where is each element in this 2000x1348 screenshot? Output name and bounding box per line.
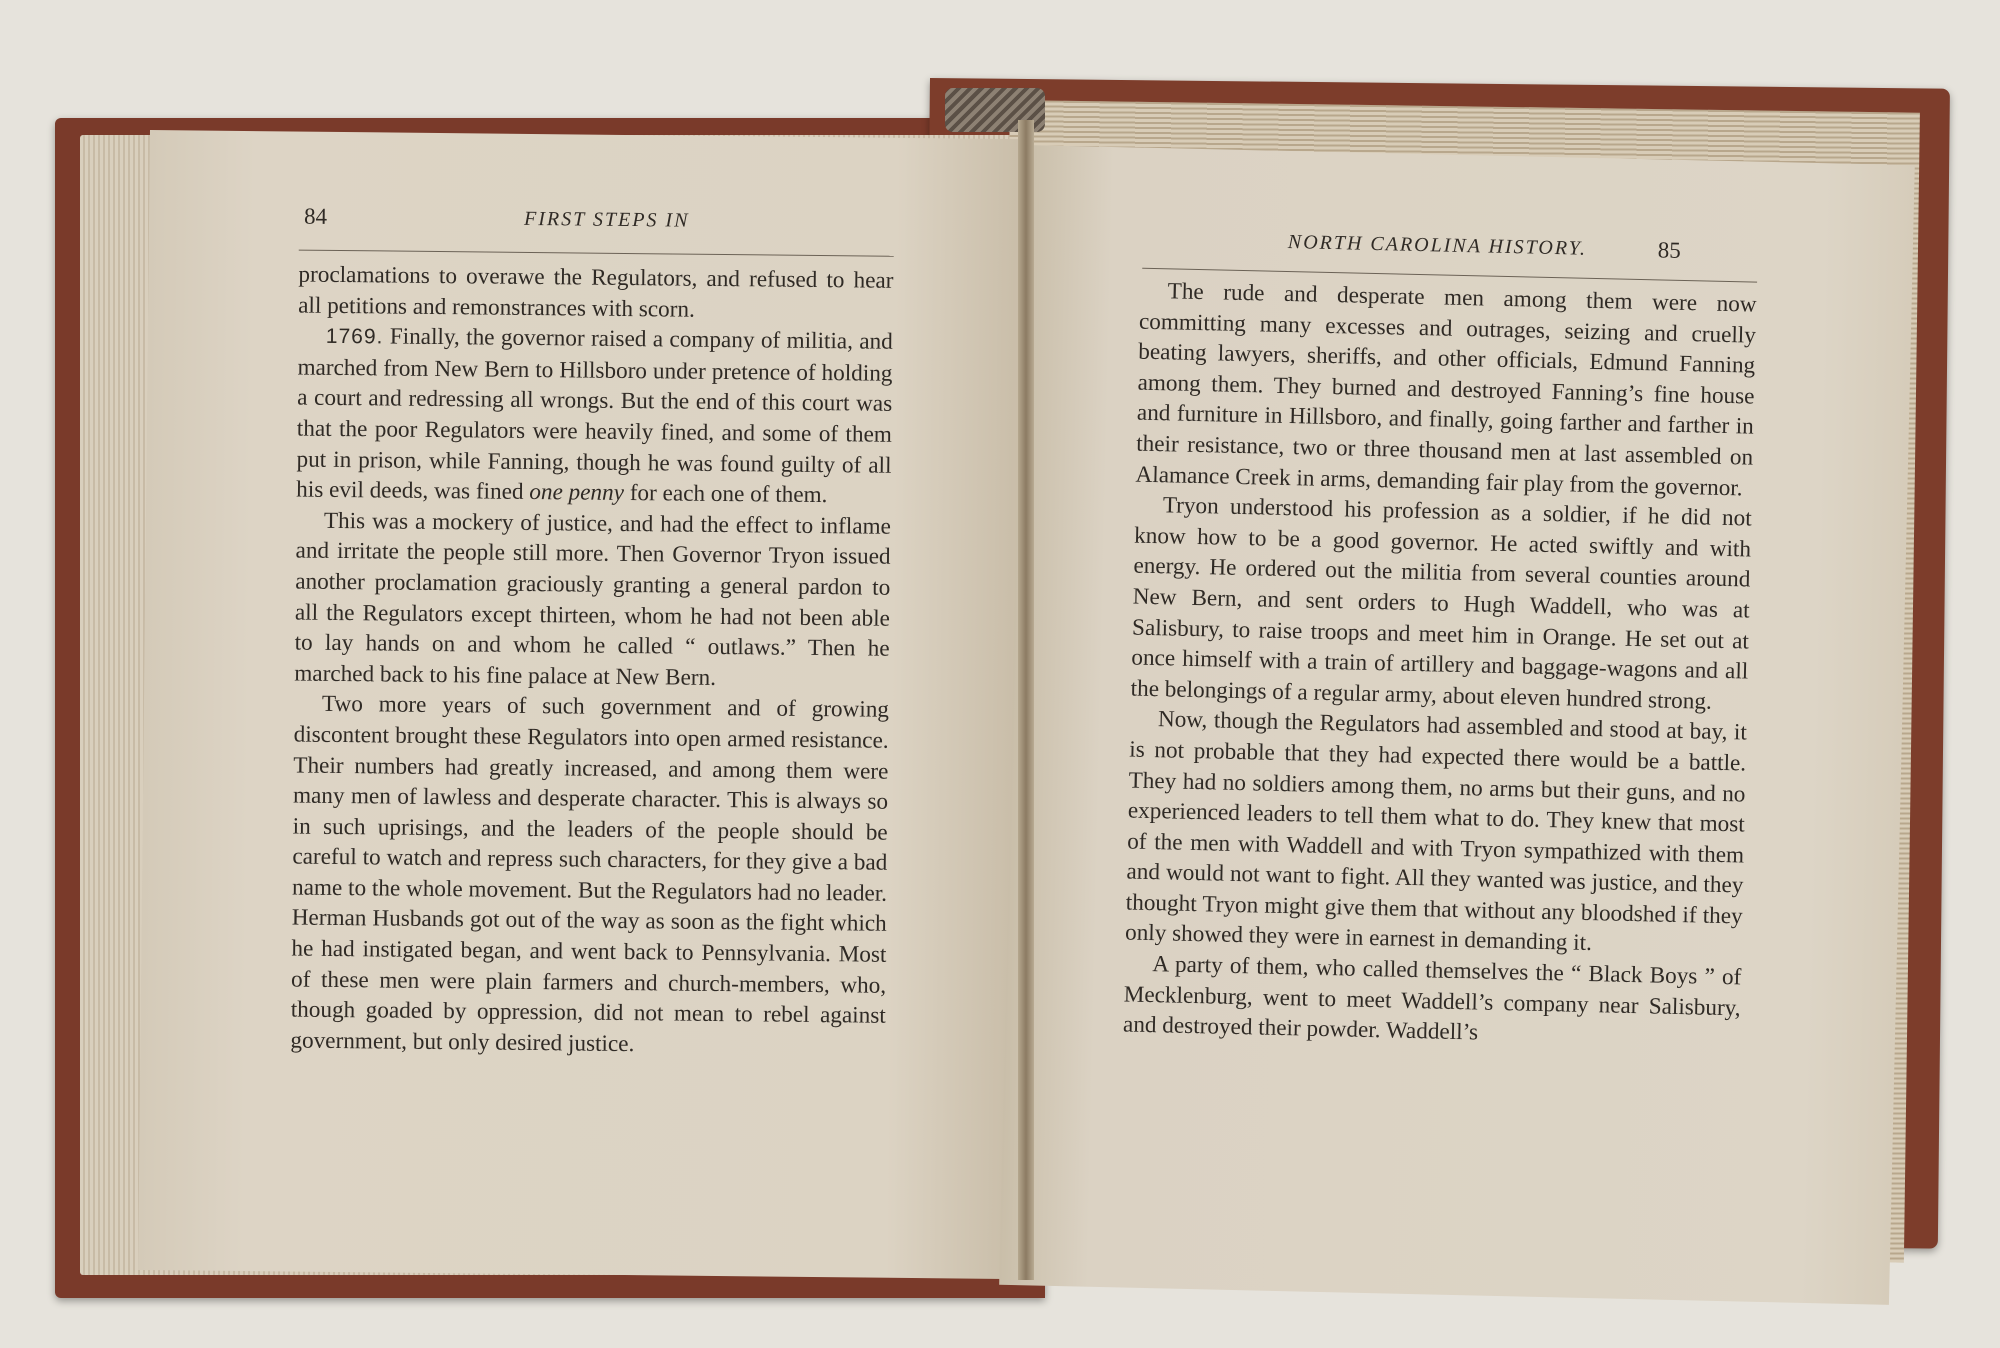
book-gutter: [1018, 120, 1034, 1280]
left-page-number: 84: [303, 203, 328, 229]
paragraph: Two more years of such government and of growing discontent brought these Regulators into open armed resistance. Their numbers had greatly increased, and among them were many men of lawless and desperate character. This is always so in such uprisings, and the leaders of the people should be careful to watch and repress such characters, for they give a bad name to the whole movement. But the Regulators had no leader. Herman Husbands got out of the way as soon as the fight which he had instigated began, and went back to Pennsylvania. Most of these men were plain farmers and church-members, who, though goaded by oppression, did not mean to rebel against government, but only desired justice.: [290, 691, 890, 1057]
left-page-text: [290, 260, 893, 1063]
left-page: [138, 130, 1030, 1279]
right-page: [999, 145, 1915, 1305]
right-running-title: NORTH CAROLINA HISTORY.: [1287, 230, 1588, 260]
right-running-head: [1023, 217, 1914, 273]
right-page-number: 85: [1657, 237, 1682, 263]
paragraph: Tryon understood his profession as a soldier, if he did not know how to be a good governor. He acted swiftly and with energy. He ordered out the militia from several counties around New Bern, and sent orders to Hugh Waddell, who was at Salisbury, to raise troops and meet him in Orange. He set out at once himself with a train of artillery and baggage-wagons and all the belongings of a regular army, about eleven hundred strong.: [1130, 492, 1753, 715]
left-running-title: FIRST STEPS IN: [523, 207, 690, 232]
left-running-head: [149, 202, 1029, 247]
right-page-text: [1123, 276, 1757, 1055]
left-head-rule: [299, 250, 894, 257]
year-marker: 1769.: [325, 325, 384, 349]
paragraph: This was a mockery of justice, and had the effect to inflame and irritate the people still more. Then Governor Tryon issued another proclamation graciously granting a general pardon to all the Regulators except thirteen, whom he had not been able to lay hands on and whom he called “ outlaws.” Then he marched back to his fine palace at New Bern.: [294, 507, 892, 691]
paragraph: Now, though the Regulators had assembled and stood at bay, it is not probable that they had expected there would be a battle. They had no soldiers among them, no arms but their guns, and no experienced leaders to tell them what to do. They knew that most of the men with Waddell and with Tryon sympathized with them and would not want to fight. All they wanted was justice, and they thought Tryon might give them that without any bloodshed if they only showed they were in earnest in demanding it.: [1124, 706, 1748, 957]
paragraph: proclamations to overawe the Regulators, and refused to hear all petitions and remonstrances with scorn.: [298, 261, 894, 323]
paragraph: 1769. Finally, the governor raised a company of militia, and marched from New Bern to Hillsboro under pretence of holding a court and redressing all wrongs. But the end of this court was that the poor Regulators were heavily fined, and some of them put in prison, while Fanning, though he was found guilty of all his evil deeds, was fined one penny for each one of them.: [296, 323, 893, 509]
paragraph: A party of them, who called themselves the “ Black Boys ” of Mecklenburg, went to meet Waddell’s company near Salisbury, and destroyed their powder. Waddell’s: [1122, 951, 1742, 1046]
paragraph: The rude and desperate men among them were now committing many excesses and outrages, seizing and cruelly beating lawyers, sheriffs, and other officials, Edmund Fanning among them. They burned and destroyed Fanning’s fine house and furniture in Hillsboro, and finally, going farther and farther in their resistance, two or three thousand men at last assembled on Alamance Creek in arms, demanding fair play from the governor.: [1135, 278, 1757, 501]
